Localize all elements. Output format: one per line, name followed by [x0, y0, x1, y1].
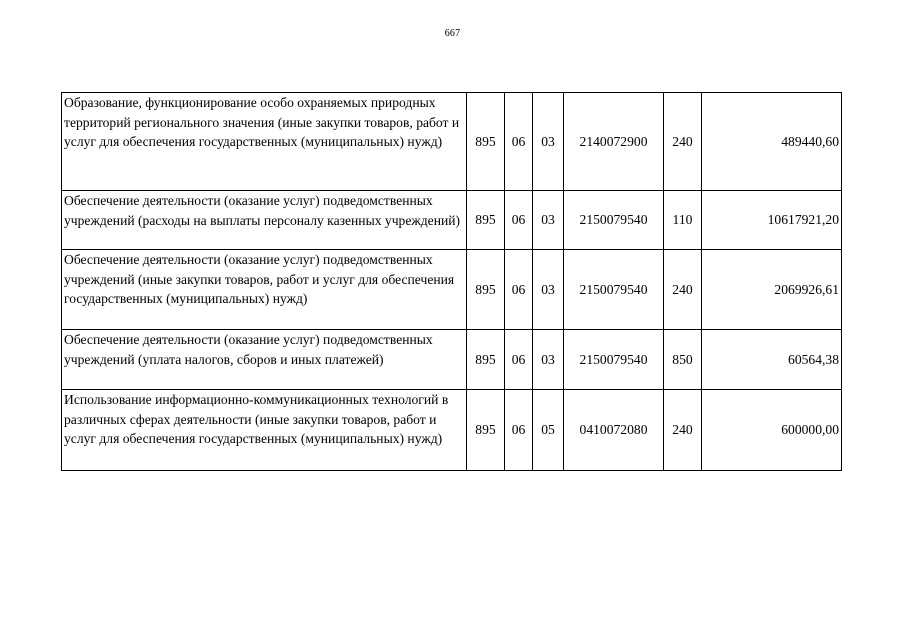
expense-type-code: 240 — [664, 250, 702, 330]
subsection-code: 03 — [533, 330, 564, 390]
subsection-code: 05 — [533, 390, 564, 471]
target-article-code: 2150079540 — [564, 250, 664, 330]
expense-type-code: 240 — [664, 93, 702, 191]
target-article-code: 0410072080 — [564, 390, 664, 471]
ministry-code: 895 — [467, 93, 505, 191]
row-description: Обеспечение деятельности (оказание услуг) подведомственных учреждений (расходы на выплаты персоналу казенных учреждений) — [62, 191, 467, 250]
section-code: 06 — [505, 191, 533, 250]
target-article-code: 2140072900 — [564, 93, 664, 191]
table-row — [62, 191, 842, 250]
target-article-code: 2150079540 — [564, 330, 664, 390]
row-description: Образование, функционирование особо охраняемых природных территорий регионального значения (иные закупки товаров, работ и услуг для обеспечения государственных (муниципальных) нужд) — [62, 93, 467, 191]
section-code: 06 — [505, 390, 533, 471]
amount-value: 600000,00 — [702, 390, 842, 471]
table-row — [62, 390, 842, 471]
ministry-code: 895 — [467, 191, 505, 250]
budget-table — [61, 92, 842, 471]
expense-type-code: 240 — [664, 390, 702, 471]
subsection-code: 03 — [533, 250, 564, 330]
subsection-code: 03 — [533, 191, 564, 250]
expense-type-code: 850 — [664, 330, 702, 390]
amount-value: 2069926,61 — [702, 250, 842, 330]
page-number: 667 — [444, 28, 461, 39]
table-row — [62, 330, 842, 390]
target-article-code: 2150079540 — [564, 191, 664, 250]
expense-type-code: 110 — [664, 191, 702, 250]
amount-value: 10617921,20 — [702, 191, 842, 250]
amount-value: 60564,38 — [702, 330, 842, 390]
section-code: 06 — [505, 93, 533, 191]
row-description: Обеспечение деятельности (оказание услуг) подведомственных учреждений (уплата налогов, сборов и иных платежей) — [62, 330, 467, 390]
ministry-code: 895 — [467, 250, 505, 330]
table-row — [62, 250, 842, 330]
ministry-code: 895 — [467, 330, 505, 390]
amount-value: 489440,60 — [702, 93, 842, 191]
section-code: 06 — [505, 250, 533, 330]
table-row — [62, 93, 842, 191]
row-description: Использование информационно-коммуникационных технологий в различных сферах деятельности (иные закупки товаров, работ и услуг для обеспечения государственных (муниципальных) нужд) — [62, 390, 467, 471]
ministry-code: 895 — [467, 390, 505, 471]
row-description: Обеспечение деятельности (оказание услуг) подведомственных учреждений (иные закупки товаров, работ и услуг для обеспечения государственных (муниципальных) нужд) — [62, 250, 467, 330]
subsection-code: 03 — [533, 93, 564, 191]
section-code: 06 — [505, 330, 533, 390]
